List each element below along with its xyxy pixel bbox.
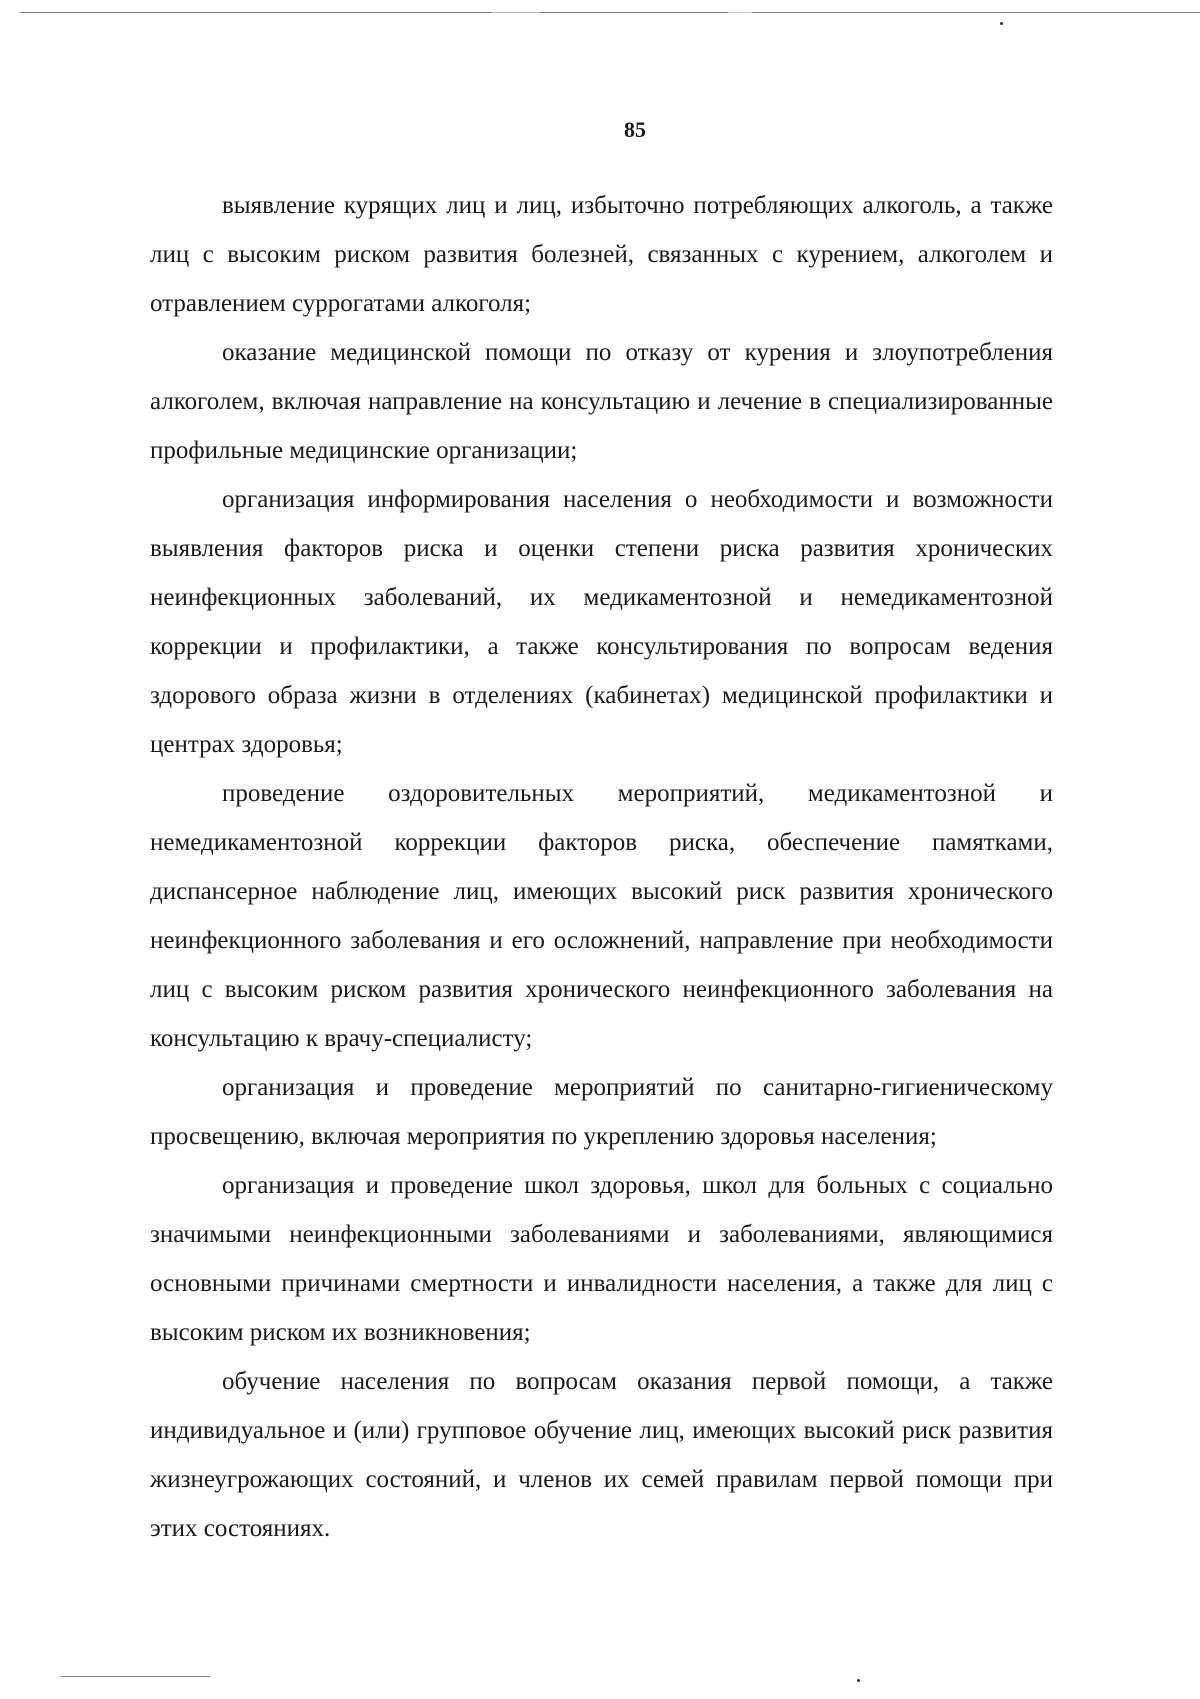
- paragraph: оказание медицинской помощи по отказу от курения и злоупотребления алкоголем, включая направление на консультацию и лечение в специализированные профильные медицинские организации;: [150, 339, 1053, 464]
- scan-border-top: [20, 12, 1200, 13]
- paragraph: организация и проведение мероприятий по санитарно-гигиеническому просвещению, включая мероприятия по укреплению здоровья населения;: [150, 1074, 1053, 1150]
- scan-speck: [857, 1679, 860, 1682]
- paragraph: проведение оздоровительных мероприятий, медикаментозной и немедикаментозной коррекции факторов риска, обеспечение памятками, диспансерное наблюдение лиц, имеющих высокий риск развития хронического неинфекционного заболевания и его осложнений, направление при необходимости лиц с высоким риском развития хронического неинфекционного заболевания на консультацию к врачу-специалисту;: [150, 780, 1053, 1052]
- paragraph: выявление курящих лиц и лиц, избыточно потребляющих алкоголь, а также лиц с высоким риском развития болезней, связанных с курением, алкоголем и отравлением суррогатами алкоголя;: [150, 192, 1053, 317]
- scan-speck: [1000, 22, 1003, 25]
- paragraph: организация информирования населения о необходимости и возможности выявления факторов риска и оценки степени риска развития хронических неинфекционных заболеваний, их медикаментозной и немедикаментозной коррекции и профилактики, а также консультирования по вопросам ведения здорового образа жизни в отделениях (кабинетах) медицинской профилактики и центрах здоровья;: [150, 486, 1053, 758]
- page-number: 85: [624, 117, 646, 142]
- paragraph: организация и проведение школ здоровья, школ для больных с социально значимыми неинфекционными заболеваниями и заболеваниями, являющимися основными причинами смертности и инвалидности населения, а также для лиц с высоким риском их возникновения;: [150, 1172, 1053, 1346]
- document-body: [150, 181, 1053, 1553]
- paragraph: обучение населения по вопросам оказания первой помощи, а также индивидуальное и (или) групповое обучение лиц, имеющих высокий риск развития жизнеугрожающих состояний, и членов их семей правилам первой помощи при этих состояниях.: [150, 1368, 1053, 1542]
- scan-border-bottom: [60, 1676, 210, 1677]
